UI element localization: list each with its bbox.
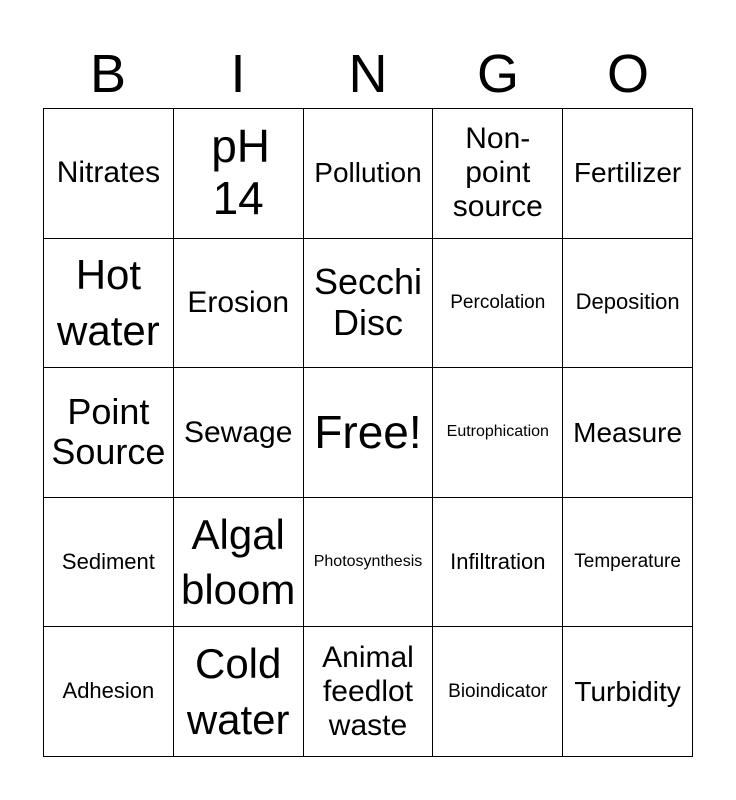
cell-label: pH 14	[211, 120, 270, 225]
bingo-grid	[43, 108, 693, 757]
cell-label: Infiltration	[450, 548, 546, 574]
cell-label: Measure	[573, 416, 683, 448]
header-letter-o: O	[606, 44, 649, 104]
bingo-cell[interactable]	[44, 368, 174, 498]
cell-label: Turbidity	[574, 675, 681, 707]
bingo-cell[interactable]	[563, 109, 693, 239]
header-letter-n: N	[348, 44, 388, 104]
cell-label: Sediment	[61, 548, 155, 574]
bingo-cell[interactable]	[563, 627, 693, 757]
bingo-cell[interactable]	[433, 368, 563, 498]
bingo-cell[interactable]	[174, 239, 304, 369]
bingo-cell[interactable]	[44, 498, 174, 628]
cell-label: Pollution	[314, 157, 422, 189]
cell-label: Animal feedlot waste	[322, 640, 414, 742]
cell-label: Secchi Disc	[313, 261, 423, 343]
bingo-cell[interactable]	[44, 239, 174, 369]
cell-label: Fertilizer	[573, 157, 682, 189]
bingo-cell[interactable]	[44, 627, 174, 757]
bingo-cell[interactable]	[174, 627, 304, 757]
cell-label: Cold water	[186, 640, 290, 743]
bingo-cell[interactable]	[563, 498, 693, 628]
bingo-cell[interactable]	[433, 239, 563, 369]
cell-label: Nitrates	[56, 156, 161, 190]
cell-label: Percolation	[450, 292, 546, 314]
cell-label: Point Source	[51, 390, 166, 473]
bingo-cell[interactable]	[174, 368, 304, 498]
bingo-cell[interactable]	[433, 498, 563, 628]
bingo-cell[interactable]	[304, 239, 434, 369]
bingo-cell[interactable]	[433, 109, 563, 239]
cell-label: Photosynthesis	[313, 553, 423, 571]
cell-label: Erosion	[187, 285, 290, 319]
bingo-cell[interactable]	[174, 109, 304, 239]
cell-label: Bioindicator	[448, 680, 548, 702]
header-letter-i: I	[230, 44, 246, 104]
bingo-cell[interactable]	[304, 627, 434, 757]
cell-label: Non-point source	[452, 122, 543, 224]
header-letter-g: G	[476, 44, 519, 104]
bingo-header	[43, 40, 693, 108]
header-letter-b: B	[89, 44, 127, 104]
bingo-cell[interactable]	[563, 239, 693, 369]
cell-label: Adhesion	[62, 678, 155, 704]
bingo-cell[interactable]	[304, 498, 434, 628]
cell-label: Free!	[314, 405, 422, 458]
cell-label: Algal bloom	[180, 510, 296, 614]
cell-label: Sewage	[183, 415, 293, 449]
cell-label: Eutrophication	[446, 423, 549, 441]
cell-label: Hot water	[57, 251, 160, 354]
bingo-cell[interactable]	[433, 627, 563, 757]
free-space-cell[interactable]	[304, 368, 434, 498]
bingo-cell[interactable]	[174, 498, 304, 628]
cell-label: Temperature	[574, 551, 681, 573]
bingo-cell[interactable]	[304, 109, 434, 239]
bingo-cell[interactable]	[44, 109, 174, 239]
bingo-cell[interactable]	[563, 368, 693, 498]
cell-label: Deposition	[575, 289, 680, 315]
